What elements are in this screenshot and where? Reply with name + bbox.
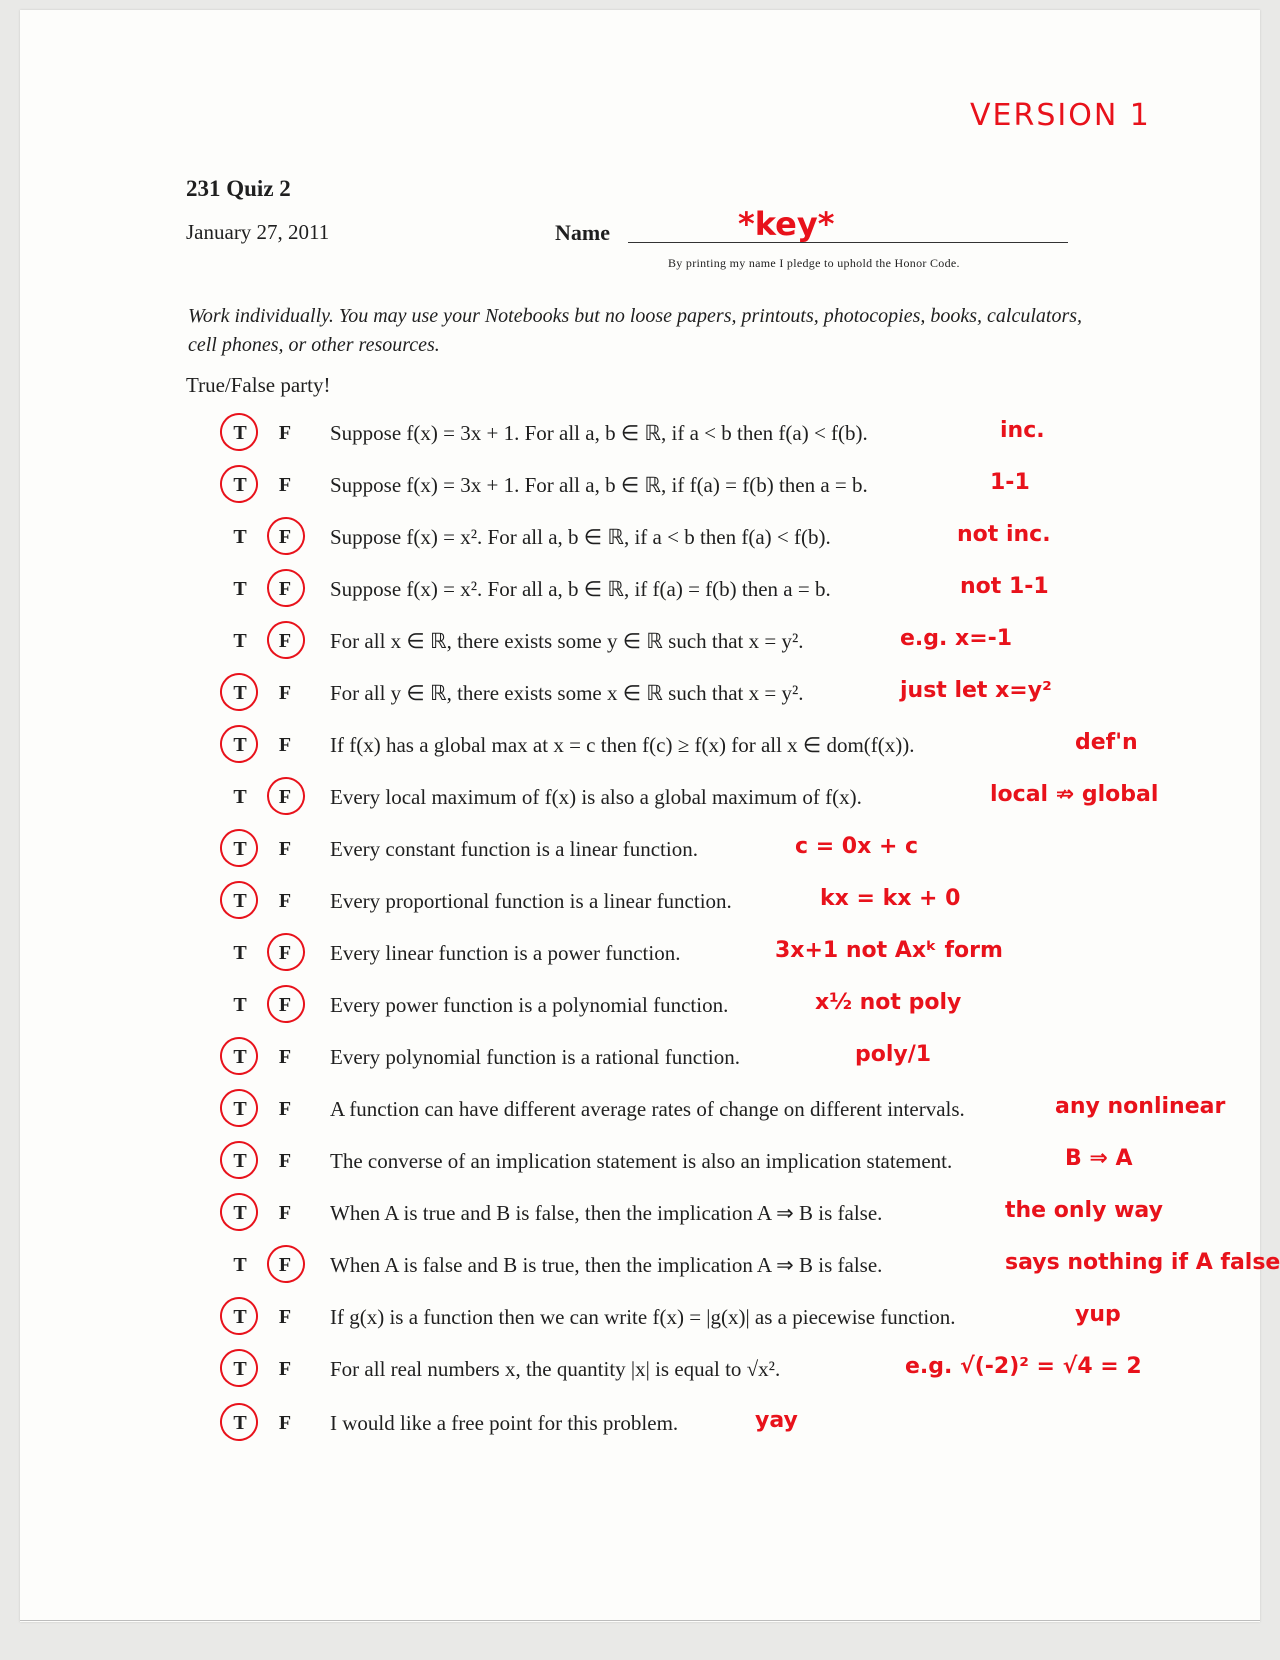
question-statement: Every constant function is a linear function. [330, 837, 698, 861]
question-row [0, 835, 1280, 889]
question-row [0, 1409, 1280, 1463]
answer-note: x½ not poly [815, 990, 962, 1015]
option-false: F [278, 994, 292, 1016]
option-false: F [278, 1202, 292, 1224]
answer-note: inc. [1000, 418, 1045, 443]
option-false: F [278, 1306, 292, 1328]
option-true: T [233, 1046, 247, 1068]
question-row [0, 939, 1280, 993]
question-statement: A function can have different average rates of change on different intervals. [330, 1097, 965, 1121]
version-mark: VERSION 1 [970, 98, 1151, 133]
option-true: T [233, 786, 247, 808]
question-row [0, 783, 1280, 837]
question-row [0, 471, 1280, 525]
option-false: F [278, 1098, 292, 1120]
question-statement: Suppose f(x) = x². For all a, b ∈ ℝ, if a < b then f(a) < f(b). [330, 525, 831, 549]
question-row [0, 419, 1280, 473]
answer-note: any nonlinear [1055, 1094, 1226, 1119]
answer-note: kx = kx + 0 [820, 886, 961, 911]
option-false: F [278, 526, 292, 548]
answer-note: c = 0x + c [795, 834, 919, 859]
question-statement: When A is true and B is false, then the implication A ⇒ B is false. [330, 1201, 883, 1225]
option-true: T [233, 994, 247, 1016]
question-row [0, 1147, 1280, 1201]
option-false: F [278, 422, 292, 444]
answer-note: not 1-1 [960, 574, 1049, 599]
option-true: T [233, 1150, 247, 1172]
question-statement: For all y ∈ ℝ, there exists some x ∈ ℝ such that x = y². [330, 681, 804, 705]
answer-note: local ⇏ global [990, 782, 1159, 807]
question-statement: I would like a free point for this problem. [330, 1411, 679, 1435]
answer-note: e.g. √(-2)² = √4 = 2 [905, 1354, 1142, 1379]
option-false: F [278, 1150, 292, 1172]
question-statement: For all real numbers x, the quantity |x| is equal to √x². [330, 1357, 781, 1381]
option-false: F [278, 1412, 292, 1434]
question-row [0, 1355, 1280, 1409]
question-statement: Suppose f(x) = x². For all a, b ∈ ℝ, if f(a) = f(b) then a = b. [330, 577, 831, 601]
option-true: T [233, 1254, 247, 1276]
option-false: F [278, 734, 292, 756]
answer-note: says nothing if A false [1005, 1250, 1280, 1275]
question-row [0, 731, 1280, 785]
section-heading: True/False party! [186, 373, 331, 397]
option-false: F [278, 838, 292, 860]
answer-note: the only way [1005, 1198, 1163, 1223]
answer-note: 3x+1 not Axᵏ form [775, 938, 1003, 963]
question-row [0, 679, 1280, 733]
question-row [0, 1043, 1280, 1097]
option-false: F [278, 578, 292, 600]
question-statement: When A is false and B is true, then the implication A ⇒ B is false. [330, 1253, 883, 1277]
instructions: Work individually. You may use your Notebooks but no loose papers, printouts, photocopies, books, calculators, cell phones, or other resources. [188, 305, 1083, 356]
answer-note: yup [1075, 1302, 1121, 1327]
question-statement: Every polynomial function is a rational function. [330, 1045, 740, 1069]
option-false: F [278, 630, 292, 652]
question-statement: If g(x) is a function then we can write f(x) = |g(x)| as a piecewise function. [330, 1305, 956, 1329]
honor-pledge: By printing my name I pledge to uphold the Honor Code. [668, 256, 960, 270]
page-edge-line [20, 1620, 1260, 1621]
quiz-date: January 27, 2011 [186, 220, 330, 244]
question-statement: Every linear function is a power function. [330, 941, 681, 965]
option-true: T [233, 942, 247, 964]
option-true: T [233, 1098, 247, 1120]
question-statement: Suppose f(x) = 3x + 1. For all a, b ∈ ℝ, if f(a) = f(b) then a = b. [330, 473, 868, 497]
question-row [0, 887, 1280, 941]
name-label: Name [555, 220, 610, 245]
question-statement: Every local maximum of f(x) is also a global maximum of f(x). [330, 785, 862, 809]
option-true: T [233, 682, 247, 704]
question-row [0, 1303, 1280, 1357]
question-row [0, 575, 1280, 629]
option-true: T [233, 1202, 247, 1224]
answer-note: e.g. x=-1 [900, 626, 1013, 651]
question-row [0, 1095, 1280, 1149]
option-false: F [278, 1358, 292, 1380]
option-true: T [233, 578, 247, 600]
question-row [0, 627, 1280, 681]
answer-note: not inc. [957, 522, 1051, 547]
question-row [0, 1199, 1280, 1253]
question-statement: Every power function is a polynomial function. [330, 993, 729, 1017]
option-true: T [233, 526, 247, 548]
option-true: T [233, 734, 247, 756]
option-true: T [233, 1412, 247, 1434]
question-statement: If f(x) has a global max at x = c then f(c) ≥ f(x) for all x ∈ dom(f(x)). [330, 733, 915, 757]
option-true: T [233, 422, 247, 444]
quiz-title: 231 Quiz 2 [186, 176, 291, 201]
name-value: *key* [738, 205, 835, 243]
answer-note: def'n [1075, 730, 1138, 755]
option-false: F [278, 942, 292, 964]
question-row [0, 523, 1280, 577]
question-row [0, 1251, 1280, 1305]
option-false: F [278, 786, 292, 808]
option-true: T [233, 1306, 247, 1328]
option-true: T [233, 474, 247, 496]
answer-note: poly/1 [855, 1042, 932, 1067]
question-statement: The converse of an implication statement is also an implication statement. [330, 1149, 953, 1173]
option-false: F [278, 474, 292, 496]
option-true: T [233, 630, 247, 652]
answer-note: just let x=y² [900, 678, 1052, 703]
option-true: T [233, 838, 247, 860]
option-false: F [278, 890, 292, 912]
question-row [0, 991, 1280, 1045]
option-false: F [278, 1254, 292, 1276]
name-underline [628, 242, 1068, 243]
option-true: T [233, 1358, 247, 1380]
question-statement: For all x ∈ ℝ, there exists some y ∈ ℝ such that x = y². [330, 629, 804, 653]
answer-note: 1-1 [990, 470, 1030, 495]
answer-note: B ⇒ A [1065, 1146, 1133, 1171]
question-statement: Suppose f(x) = 3x + 1. For all a, b ∈ ℝ, if a < b then f(a) < f(b). [330, 421, 868, 445]
option-false: F [278, 1046, 292, 1068]
option-false: F [278, 682, 292, 704]
option-true: T [233, 890, 247, 912]
answer-note: yay [755, 1408, 798, 1433]
question-statement: Every proportional function is a linear function. [330, 889, 732, 913]
